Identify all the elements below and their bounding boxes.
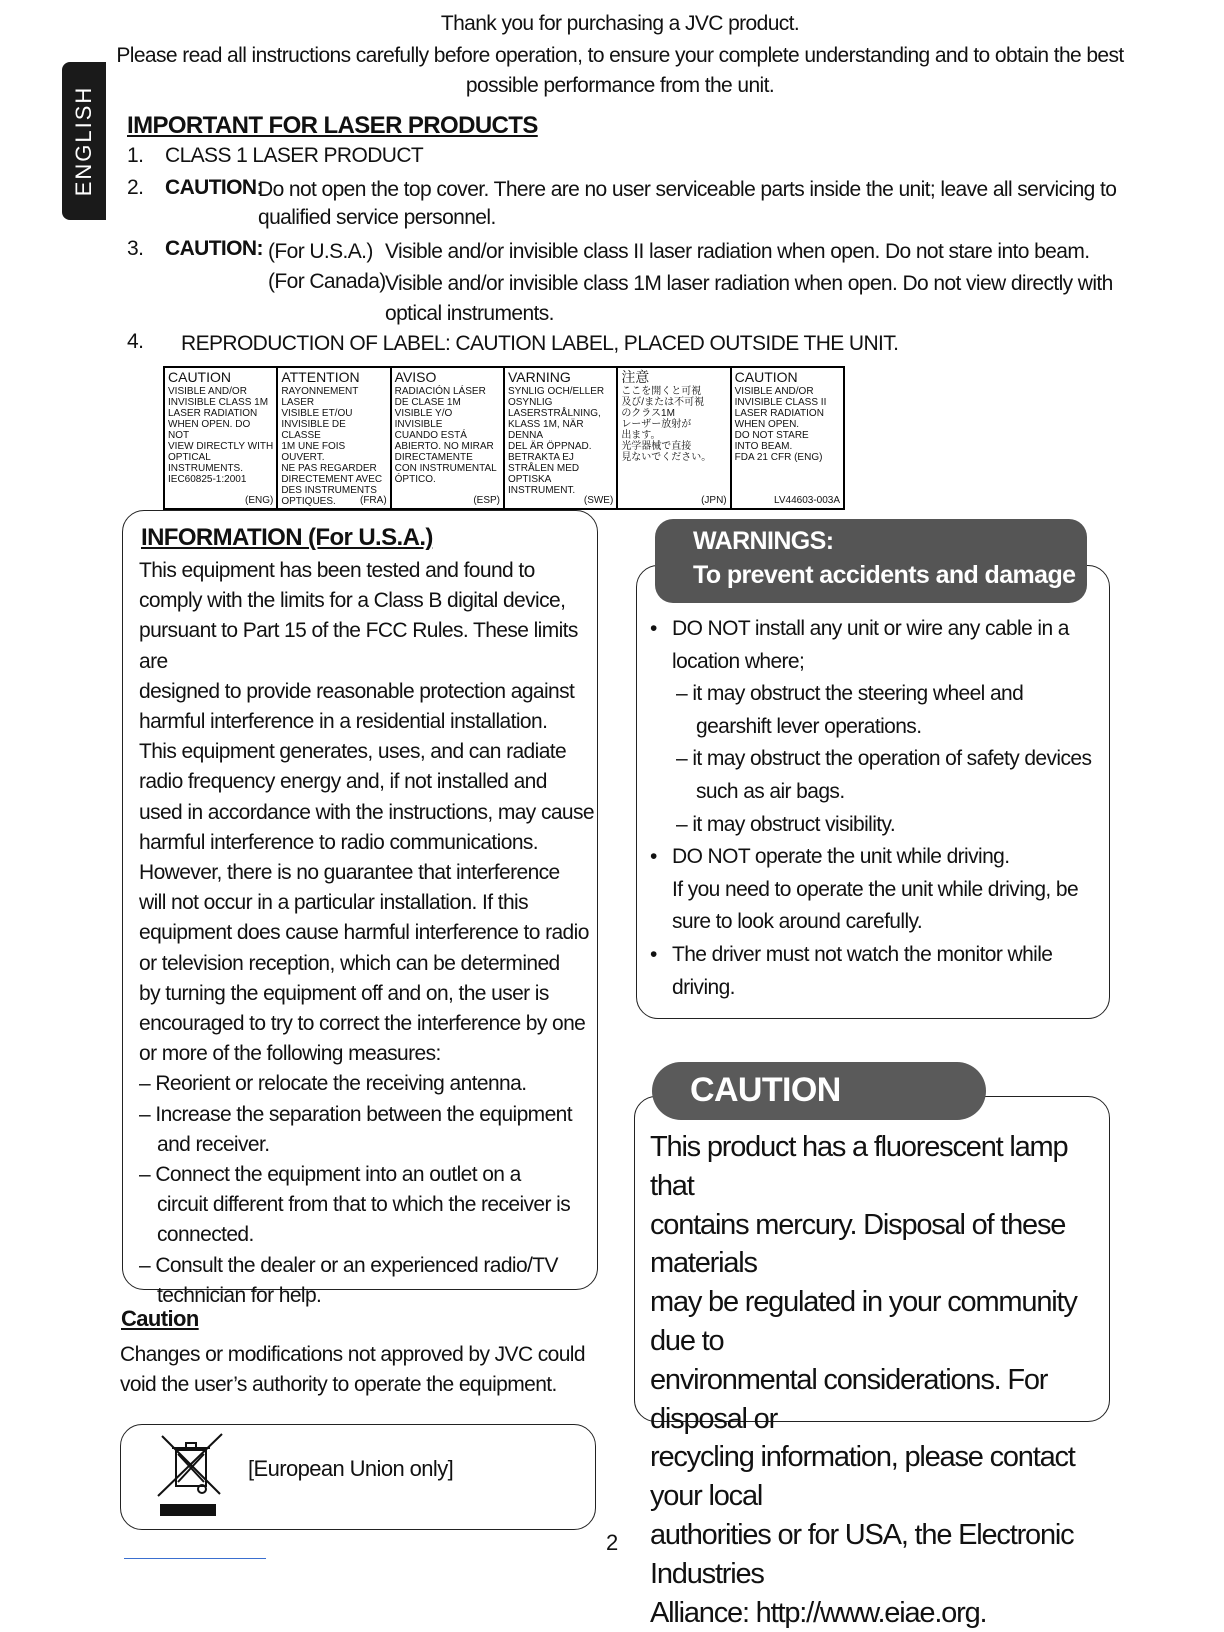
label-code: (FRA) xyxy=(359,495,387,506)
item-2-text: Do not open the top cover. There are no user serviceable parts inside the unit; leave all servicing to xyxy=(258,178,1117,201)
item-3-label: CAUTION: xyxy=(165,237,263,260)
label-cell-jpn xyxy=(617,367,730,509)
label-code: (JPN) xyxy=(701,495,727,506)
label-head: CAUTION xyxy=(734,369,798,385)
fcc-line: encouraged to try to correct the interference by one xyxy=(139,1012,586,1036)
item-1-text: CLASS 1 LASER PRODUCT xyxy=(165,144,424,167)
fcc-line: radio frequency energy and, if not installed and xyxy=(139,770,547,794)
warnings-subtitle: To prevent accidents and damage xyxy=(693,561,1076,589)
caution-label-table xyxy=(163,366,845,510)
label-body: ここを開くと可視 及び/または不可視 のクラス1M レーザー放射が 出ます。 光学器械で直接 見ないでください。 xyxy=(621,386,712,463)
warning-text: DO NOT operate the unit while driving. xyxy=(672,845,1010,869)
fcc-measure-text: Increase the separation between the equipment xyxy=(155,1102,572,1126)
warning-text: driving. xyxy=(672,975,735,999)
fcc-line: by turning the equipment off and on, the user is xyxy=(139,981,549,1005)
label-code: (ESP) xyxy=(473,495,500,506)
footer-rule xyxy=(124,1558,266,1559)
fcc-measure-text: and receiver. xyxy=(157,1132,270,1156)
fcc-line: or more of the following measures: xyxy=(139,1042,441,1066)
fcc-line: This equipment has been tested and found to xyxy=(139,559,535,582)
item-3-usa-prefix: (For U.S.A.) xyxy=(268,240,373,263)
label-cell-swe xyxy=(504,367,617,509)
fcc-line: comply with the limits for a Class B digital device, xyxy=(139,589,566,613)
label-body: RADIACIÓN LÁSER DE CLASE 1M VISIBLE Y/O INVISIBLE CUANDO ESTÁ ABIERTO. NO MIRAR DIRECTAMENTE CON INSTRUMENTAL ÓPTICO. xyxy=(394,386,497,485)
item-2-label: CAUTION: xyxy=(165,176,263,199)
fcc-line: harmful interference in a residential installation. xyxy=(139,710,548,734)
warning-text: gearshift lever operations. xyxy=(696,714,922,738)
label-cell-esp xyxy=(391,367,504,509)
label-cell-fra xyxy=(277,367,390,509)
mercury-caution-title: CAUTION xyxy=(690,1071,841,1109)
mercury-line: environmental considerations. For disposal or xyxy=(650,1363,1048,1435)
fcc-caution-heading: Caution xyxy=(121,1306,199,1331)
page-number: 2 xyxy=(606,1530,619,1555)
warning-sub: – it may obstruct the operation of safety devices xyxy=(676,747,1092,771)
warning-text: sure to look around carefully. xyxy=(672,910,923,934)
eu-only-text: [European Union only] xyxy=(248,1456,454,1481)
item-4-number: 4. xyxy=(127,330,144,353)
fcc-line: pursuant to Part 15 of the FCC Rules. These limits are xyxy=(139,619,578,673)
mercury-caution-body xyxy=(650,1128,1102,1632)
warning-text: If you need to operate the unit while driving, be xyxy=(672,877,1079,901)
label-cell-eng xyxy=(164,367,277,509)
label-body: RAYONNEMENT LASER VISIBLE ET/OU INVISIBLE DE CLASSE 1M UNE FOIS OUVERT. NE PAS REGARDER DIRECTEMENT AVEC DES INSTRUMENTS OPTIQUES. xyxy=(281,386,383,507)
fcc-measure: – Reorient or relocate the receiving antenna. xyxy=(139,1072,527,1096)
fcc-caution-line: void the user’s authority to operate the equipment. xyxy=(120,1373,557,1397)
item-2-number: 2. xyxy=(127,176,144,199)
warning-text: it may obstruct the operation of safety devices xyxy=(692,747,1092,771)
warning-text: DO NOT install any unit or wire any cable in a xyxy=(672,617,1069,640)
mercury-line: recycling information, please contact your local xyxy=(650,1441,1075,1513)
label-head: 注意 xyxy=(621,369,650,385)
item-3-canada-prefix: (For Canada) xyxy=(268,270,386,293)
fcc-information-heading: INFORMATION (For U.S.A.) xyxy=(141,524,433,551)
fcc-measure: – Connect the equipment into an outlet on a xyxy=(139,1163,521,1187)
mercury-caution-banner xyxy=(652,1062,986,1120)
warning-text: location where; xyxy=(672,649,805,673)
fcc-caution-line: Changes or modifications not approved by JVC could xyxy=(120,1343,585,1366)
mercury-line: may be regulated in your community due to xyxy=(650,1286,1077,1357)
fcc-line: equipment does cause harmful interference to radio xyxy=(139,921,589,945)
fcc-measure-text: Consult the dealer or an experienced radio/TV xyxy=(155,1253,558,1277)
warning-text: it may obstruct visibility. xyxy=(692,812,896,836)
label-code: LV44603-003A xyxy=(774,495,840,506)
crossed-out-wheeled-bin-icon xyxy=(156,1432,226,1522)
label-body: VISIBLE AND/OR INVISIBLE CLASS II LASER RADIATION WHEN OPEN. DO NOT STARE INTO BEAM. FDA 21 CFR (ENG) xyxy=(734,386,827,463)
mercury-line: Alliance: http://www.eiae.org. xyxy=(650,1596,987,1629)
item-4-text: REPRODUCTION OF LABEL: CAUTION LABEL, PLACED OUTSIDE THE UNIT. xyxy=(181,332,899,355)
fcc-measure: – Consult the dealer or an experienced radio/TV xyxy=(139,1253,558,1277)
label-head: ATTENTION xyxy=(281,369,360,385)
intro-line-2: Please read all instructions carefully before operation, to ensure your complete understanding and to obtain the best xyxy=(116,44,1124,67)
label-code: (SWE) xyxy=(583,495,614,506)
label-head: AVISO xyxy=(394,369,437,385)
fcc-information-body xyxy=(139,556,594,1311)
mercury-line: contains mercury. Disposal of these materials xyxy=(650,1208,1066,1280)
laser-heading: IMPORTANT FOR LASER PRODUCTS xyxy=(127,112,538,139)
label-body: VISIBLE AND/OR INVISIBLE CLASS 1M LASER RADIATION WHEN OPEN. DO NOT VIEW DIRECTLY WITH OPTICAL INSTRUMENTS. IEC60825-1:2001 xyxy=(168,386,274,485)
fcc-line: harmful interference to radio communications. xyxy=(139,830,539,854)
item-3-usa-text: Visible and/or invisible class II laser radiation when open. Do not stare into beam. xyxy=(385,240,1090,263)
warning-bullet: • DO NOT install any unit or wire any cable in a xyxy=(650,617,1069,640)
fcc-caution-body xyxy=(120,1340,585,1400)
intro-line-3: possible performance from the unit. xyxy=(465,74,775,97)
item-2-continuation: qualified service personnel. xyxy=(258,206,496,229)
language-tab xyxy=(62,62,106,220)
label-body: SYNLIG OCH/ELLER OSYNLIG LASERSTRÅLNING, KLASS 1M, NÄR DENNA DEL ÄR ÖPPNAD. BETRAKTA EJ STRÅLEN MED OPTISKA INSTRUMENT. xyxy=(507,386,605,496)
warning-text: The driver must not watch the monitor while xyxy=(672,942,1053,966)
item-3-canada-text: Visible and/or invisible class 1M laser radiation when open. Do not view directly with xyxy=(385,272,1113,295)
warning-sub: – it may obstruct visibility. xyxy=(676,812,896,836)
fcc-line: This equipment generates, uses, and can radiate xyxy=(139,740,567,764)
label-head: VARNING xyxy=(507,369,571,385)
fcc-measure-text: technician for help. xyxy=(157,1283,322,1307)
fcc-measure-text: circuit different from that to which the receiver is xyxy=(157,1193,571,1217)
fcc-line: will not occur in a particular installation. If this xyxy=(139,891,528,915)
fcc-line: However, there is no guarantee that interference xyxy=(139,861,560,885)
fcc-measure-text: Reorient or relocate the receiving antenna. xyxy=(155,1072,527,1096)
label-cell-fda xyxy=(731,367,844,509)
mercury-line: This product has a fluorescent lamp that xyxy=(650,1131,1068,1202)
fcc-measure-text: connected. xyxy=(157,1223,254,1247)
language-tab-label: ENGLISH xyxy=(71,85,96,197)
warning-text: such as air bags. xyxy=(696,779,845,803)
label-head: CAUTION xyxy=(168,369,231,385)
item-3-number: 3. xyxy=(127,237,144,260)
warning-bullet: • DO NOT operate the unit while driving. xyxy=(650,845,1010,869)
fcc-measure-text: Connect the equipment into an outlet on a xyxy=(155,1163,521,1187)
warning-sub: – it may obstruct the steering wheel and xyxy=(676,682,1024,706)
mercury-line: authorities or for USA, the Electronic Industries xyxy=(650,1518,1074,1590)
fcc-measure: – Increase the separation between the equipment xyxy=(139,1102,572,1126)
item-1-number: 1. xyxy=(127,144,144,167)
warning-bullet: • The driver must not watch the monitor while xyxy=(650,942,1053,966)
intro-line-1: Thank you for purchasing a JVC product. xyxy=(440,12,800,35)
warnings-list xyxy=(650,613,1100,1004)
fcc-line: or television reception, which can be determined xyxy=(139,951,560,975)
warnings-banner xyxy=(655,519,1087,603)
warnings-title: WARNINGS: xyxy=(693,527,834,555)
label-code: (ENG) xyxy=(244,495,274,506)
warning-text: it may obstruct the steering wheel and xyxy=(692,682,1024,706)
item-3-continuation: optical instruments. xyxy=(385,302,554,325)
fcc-line: designed to provide reasonable protection against xyxy=(139,679,575,703)
fcc-line: used in accordance with the instructions, may cause xyxy=(139,800,594,824)
